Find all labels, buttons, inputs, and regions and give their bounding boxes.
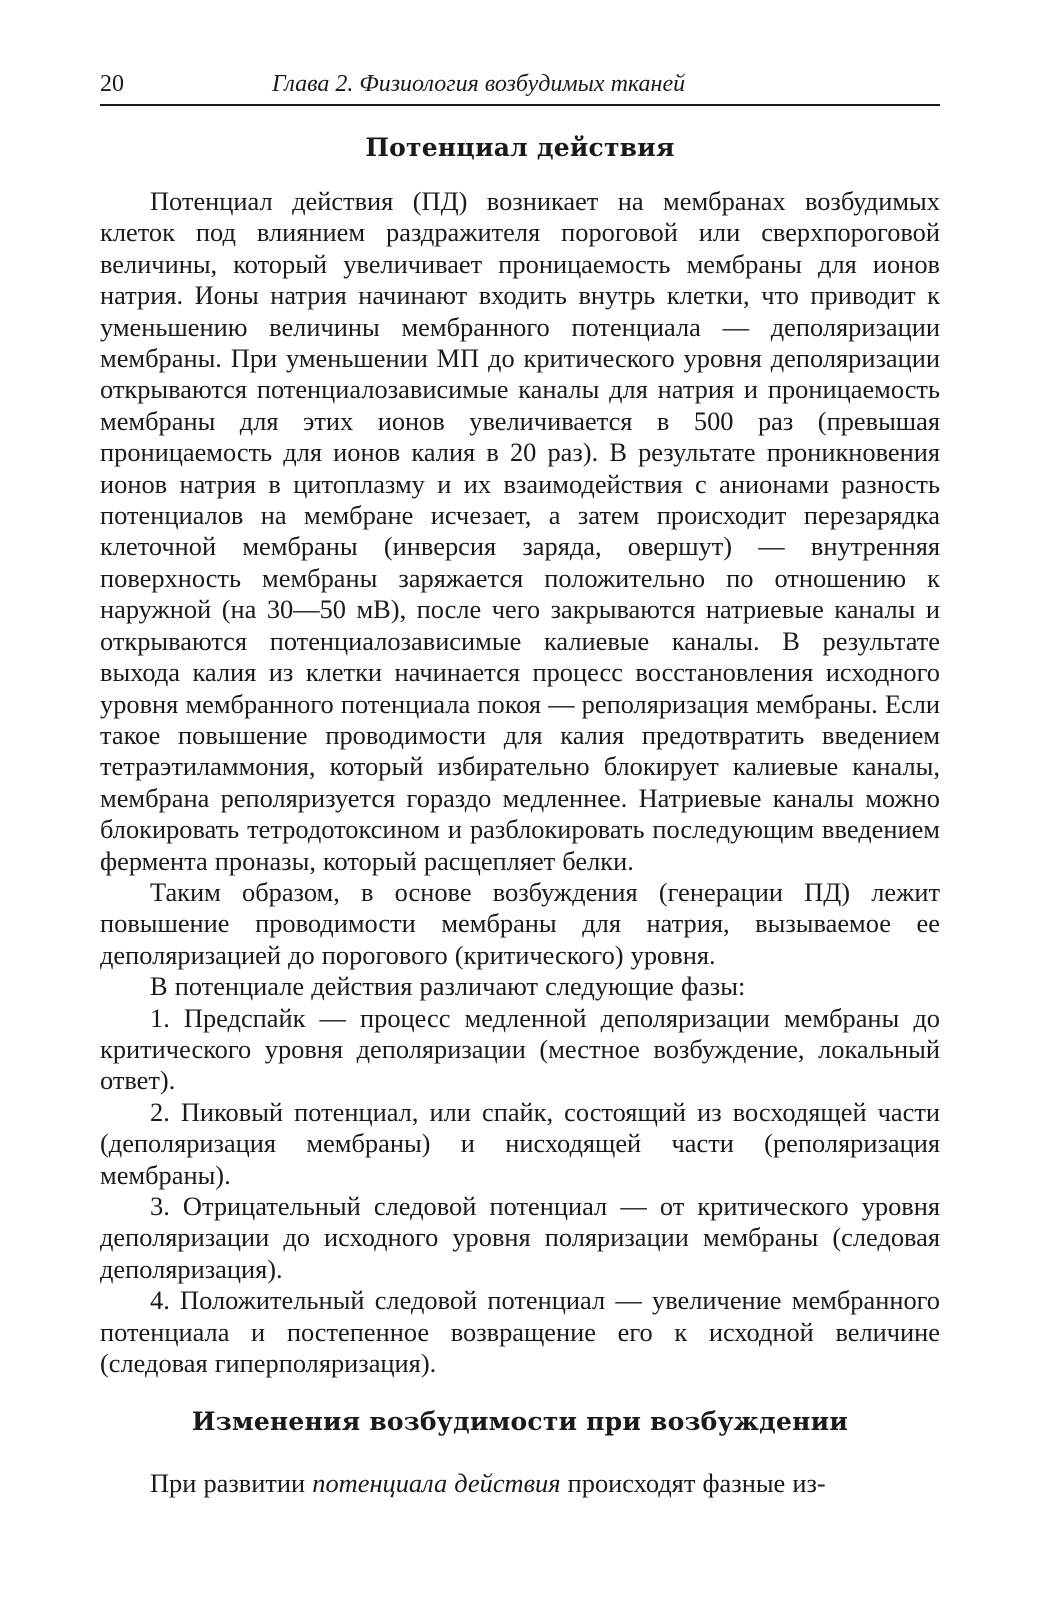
intro-text-end: происходят фазные из- (560, 1468, 826, 1499)
intro-italic-term: потенциала действия (312, 1468, 561, 1499)
paragraph: В потенциале действия различают следующие фазы: (150, 971, 746, 1002)
list-item-phase-4: 4. Положительный следовой потенциал — увеличение мембранного потенциала и постепенное возвращение его к исходной величине (следовая гиперполяризация). (100, 1285, 940, 1379)
running-head (100, 62, 940, 106)
page-number: 20 (100, 71, 124, 97)
paragraph-intro (100, 1468, 940, 1499)
list-item-phase-2: 2. Пиковый потенциал, или спайк, состоящий из восходящей части (деполяризация мембраны) и нисходящей части (реполяризация мембраны). (100, 1096, 940, 1190)
paragraph: Таким образом, в основе возбуждения (генерации ПД) лежит повышение проводимости мембраны для натрия, вызываемое ее деполяризацией до порогового (критического) уровня. (100, 876, 940, 970)
section-heading-excitability-changes: Изменения возбудимости при возбуждении (191, 1407, 849, 1437)
intro-text-start: При развитии (150, 1468, 313, 1499)
chapter-title: Глава 2. Физиология возбудимых тканей (272, 71, 686, 97)
paragraph: Потенциал действия (ПД) возникает на мембранах возбудимых клеток под влиянием раздражителя пороговой или сверхпороговой величины, который увеличивает проницаемость мембраны для ионов натрия. Ионы натрия начинают входить внутрь клетки, что приводит к уменьшению величины мембранного потенциала — деполяризации мембраны. При уменьшении МП до критического уровня деполяризации открываются потенциалозависимые каналы для натрия и проницаемость мембраны для этих ионов увеличивается в 500 раз (превышая проницаемость для ионов калия в 20 раз). В результате проникновения ионов натрия в цитоплазму и их взаимодействия с анионами разность потенциалов на мембране исчезает, а затем происходит перезарядка клеточной мембраны (инверсия заряда, овершут) — внутренняя поверхность мембраны заряжается положительно по отношению к наружной (на 30—50 мВ), после чего закрываются натриевые каналы и открываются потенциалозависимые калиевые каналы. В результате выхода калия из клетки начинается процесс восстановления исходного уровня мембранного потенциала покоя — реполяризация мембраны. Если такое повышение проводимости для калия предотвратить введением тетраэтиламмония, который избирательно блокирует калиевые каналы, мембрана реполяризуется гораздо медленнее. Натриевые каналы можно блокировать тетродотоксином и разблокировать последующим введением фермента проназы, который расщепляет белки. (100, 186, 940, 876)
list-item-phase-3: 3. Отрицательный следовой потенциал — от критического уровня деполяризации до исходного уровня поляризации мембраны (следовая деполяризация). (100, 1191, 940, 1284)
list-item-phase-1: 1. Предспайк — процесс медленной деполяризации мембраны до критического уровня деполяризации (местное возбуждение, локальный ответ). (100, 1002, 940, 1096)
section-heading-action-potential: Потенциал действия (365, 133, 675, 162)
